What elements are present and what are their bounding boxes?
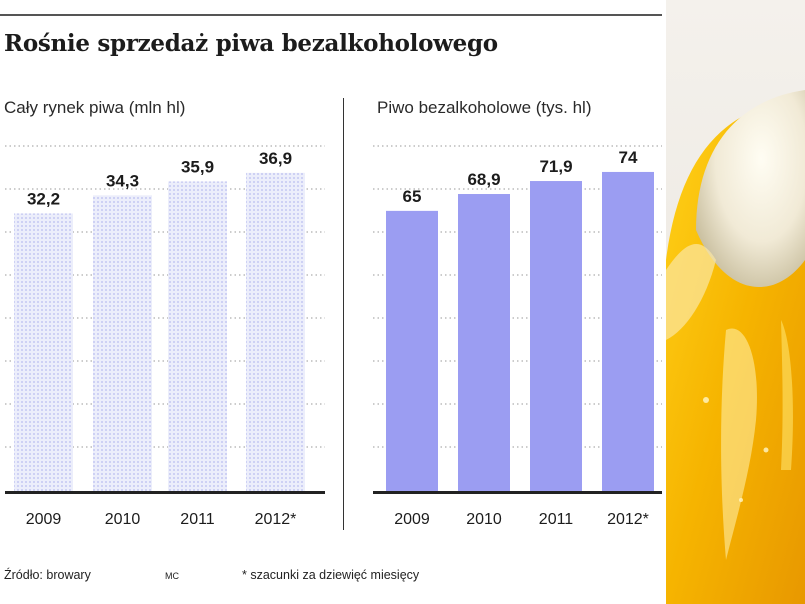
footnote: * szacunki za dziewięć miesięcy <box>242 568 420 582</box>
right-value-label: 74 <box>618 147 638 167</box>
right-category-label: 2009 <box>394 511 430 528</box>
right-value-label: 65 <box>402 186 422 206</box>
left-bar-2011 <box>168 181 227 492</box>
right-bar-2009 <box>386 211 438 492</box>
right-category-label: 2011 <box>538 511 574 528</box>
page-title: Rośnie sprzedaż piwa bezalkoholowego <box>4 30 498 57</box>
right-value-label: 68,9 <box>467 170 501 190</box>
left-value-label: 36,9 <box>258 148 293 168</box>
left-category-label: 2009 <box>25 511 62 528</box>
left-chart-title: Cały rynek piwa (mln hl) <box>4 98 186 117</box>
left-bar-2010 <box>93 195 152 492</box>
source-note: Źródło: browary <box>4 568 91 582</box>
left-value-label: 35,9 <box>180 157 215 177</box>
left-bar-2009 <box>14 213 73 492</box>
right-category-label: 2012* <box>607 511 649 528</box>
right-bar-chart <box>373 146 662 528</box>
right-bar-2012* <box>602 172 654 492</box>
beer-glass-photo <box>666 0 805 604</box>
left-value-label: 32,2 <box>26 189 61 209</box>
author-initials: MC <box>165 571 179 581</box>
right-category-label: 2010 <box>466 511 502 528</box>
left-bar-2012* <box>246 173 305 492</box>
left-value-label: 34,3 <box>105 171 140 191</box>
right-bar-2011 <box>530 181 582 492</box>
right-value-label: 71,9 <box>539 157 573 177</box>
right-baseline <box>373 491 662 494</box>
left-category-label: 2011 <box>180 511 215 528</box>
left-category-label: 2010 <box>104 511 141 528</box>
left-category-label: 2012* <box>254 511 297 528</box>
left-bar-chart <box>5 146 325 528</box>
right-chart-title: Piwo bezalkoholowe (tys. hl) <box>377 98 592 117</box>
left-baseline <box>5 491 325 494</box>
beer-glass-image <box>666 0 805 604</box>
right-bar-2010 <box>458 194 510 492</box>
